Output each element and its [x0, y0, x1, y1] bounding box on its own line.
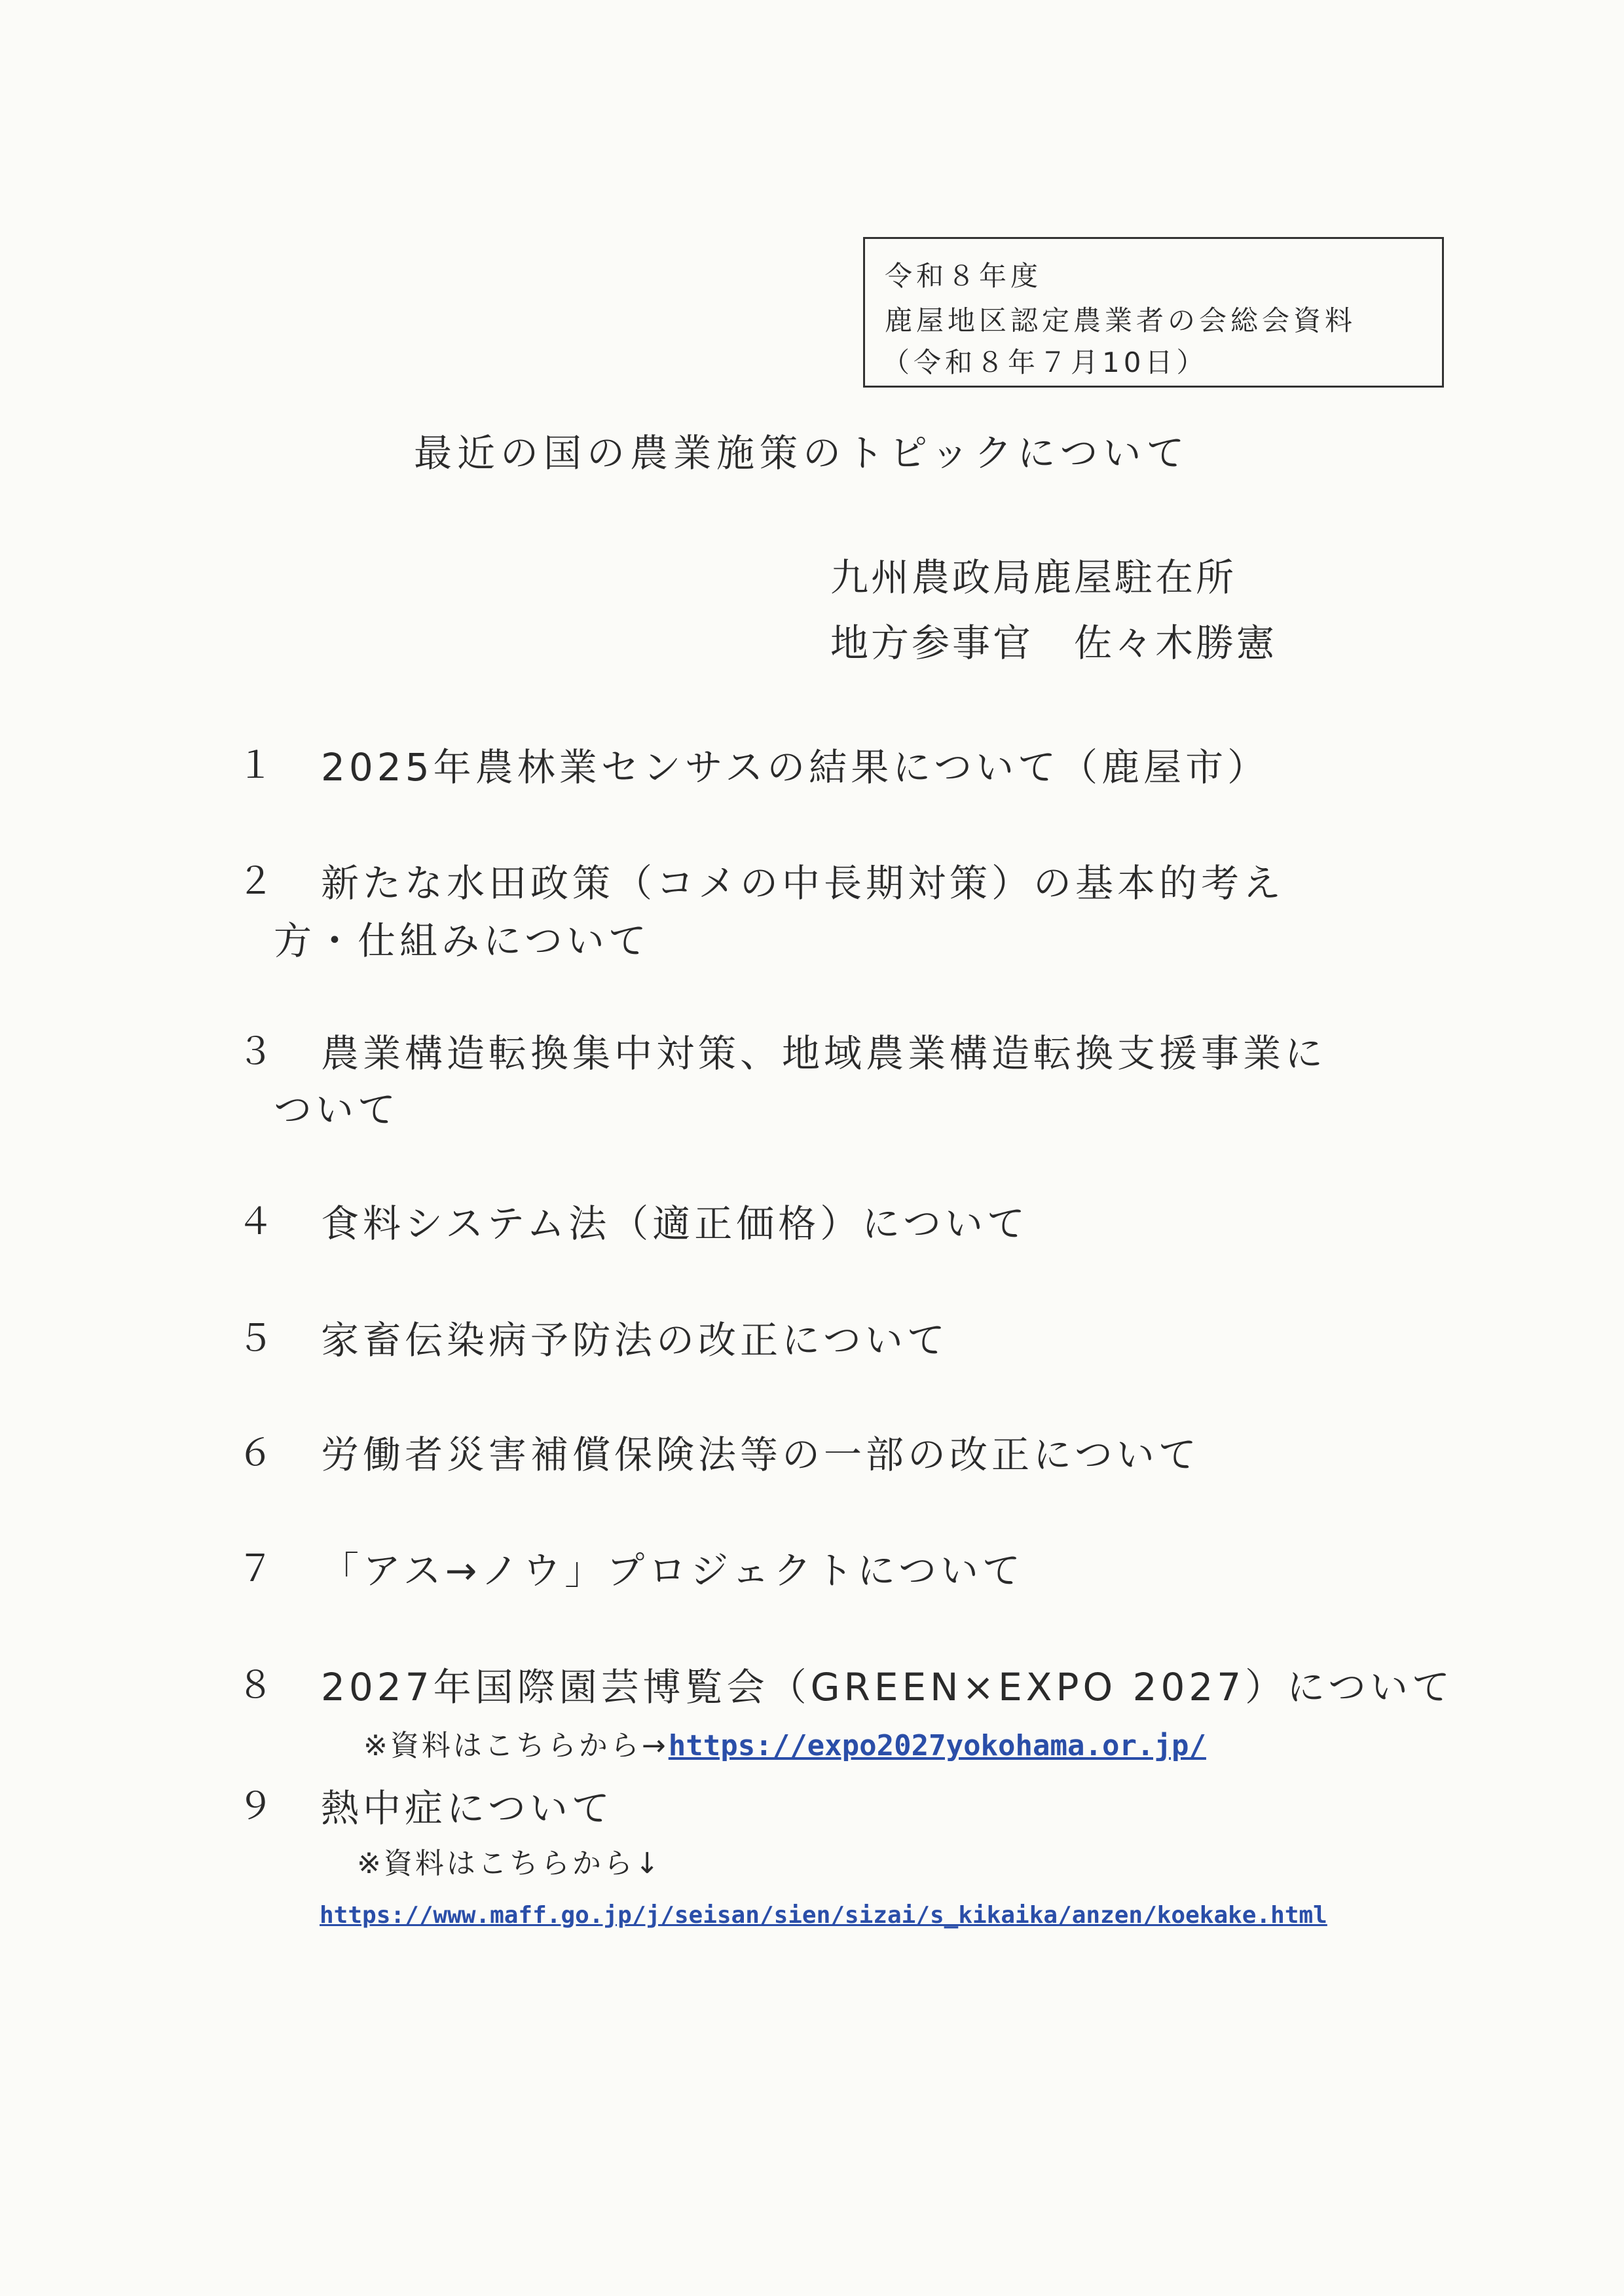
agenda-item-text: 農業構造転換集中対策、地域農業構造転換支援事業に: [321, 1031, 1327, 1076]
author-organization: 九州農政局鹿屋駐在所: [830, 555, 1237, 600]
agenda-item-continuation: 方・仕組みについて: [274, 919, 650, 963]
fiscal-year-label: 令和８年度: [885, 260, 1043, 292]
agenda-item-number: １: [237, 744, 274, 787]
agenda-item-number: ８: [237, 1664, 274, 1707]
heatstroke-url-link[interactable]: https://www.maff.go.jp/j/seisan/sien/sizai/s_kikaika/anzen/koekake.html: [320, 1902, 1327, 1929]
expo-url-link[interactable]: https://expo2027yokohama.or.jp/: [668, 1729, 1206, 1762]
agenda-item-text: 「アス→ノウ」プロジェクトについて: [321, 1548, 1024, 1593]
agenda-item-number: ２: [237, 860, 274, 903]
agenda-item-number: ９: [237, 1785, 274, 1828]
agenda-item-text: 食料システム法（適正価格）について: [321, 1201, 1029, 1246]
agenda-item-text: 家畜伝染病予防法の改正について: [321, 1318, 949, 1362]
heatstroke-url-line: [320, 1902, 1327, 1929]
agenda-item-number: ７: [237, 1548, 274, 1590]
expo-note-prefix: ※資料はこちらから→: [363, 1729, 669, 1762]
agenda-item-text: 新たな水田政策（コメの中長期対策）の基本的考え: [321, 861, 1285, 905]
agenda-item-text: 2027年国際園芸博覧会（GREEN×EXPO 2027）について: [321, 1665, 1454, 1709]
expo-material-note: [363, 1722, 1206, 1764]
author-position-name: 地方参事官 佐々木勝憲: [830, 621, 1278, 665]
agenda-item-text: 熱中症について: [321, 1786, 614, 1831]
meeting-date-label: （令和８年７月10日）: [882, 346, 1208, 378]
meeting-info-box: [863, 237, 1444, 388]
heatstroke-material-note: ※資料はこちらから↓: [357, 1847, 662, 1880]
agenda-item-number: ５: [237, 1317, 274, 1360]
agenda-item-number: ６: [237, 1432, 274, 1474]
meeting-name-label: 鹿屋地区認定農業者の会総会資料: [885, 304, 1357, 337]
agenda-item-text: 労働者災害補償保険法等の一部の改正について: [321, 1432, 1200, 1477]
document-title: 最近の国の農業施策のトピックについて: [414, 431, 1190, 475]
agenda-item-continuation: ついて: [274, 1087, 400, 1132]
agenda-item-number: ４: [237, 1201, 274, 1243]
agenda-item-number: ３: [237, 1030, 274, 1073]
agenda-item-text: 2025年農林業センサスの結果について（鹿屋市）: [321, 745, 1270, 790]
